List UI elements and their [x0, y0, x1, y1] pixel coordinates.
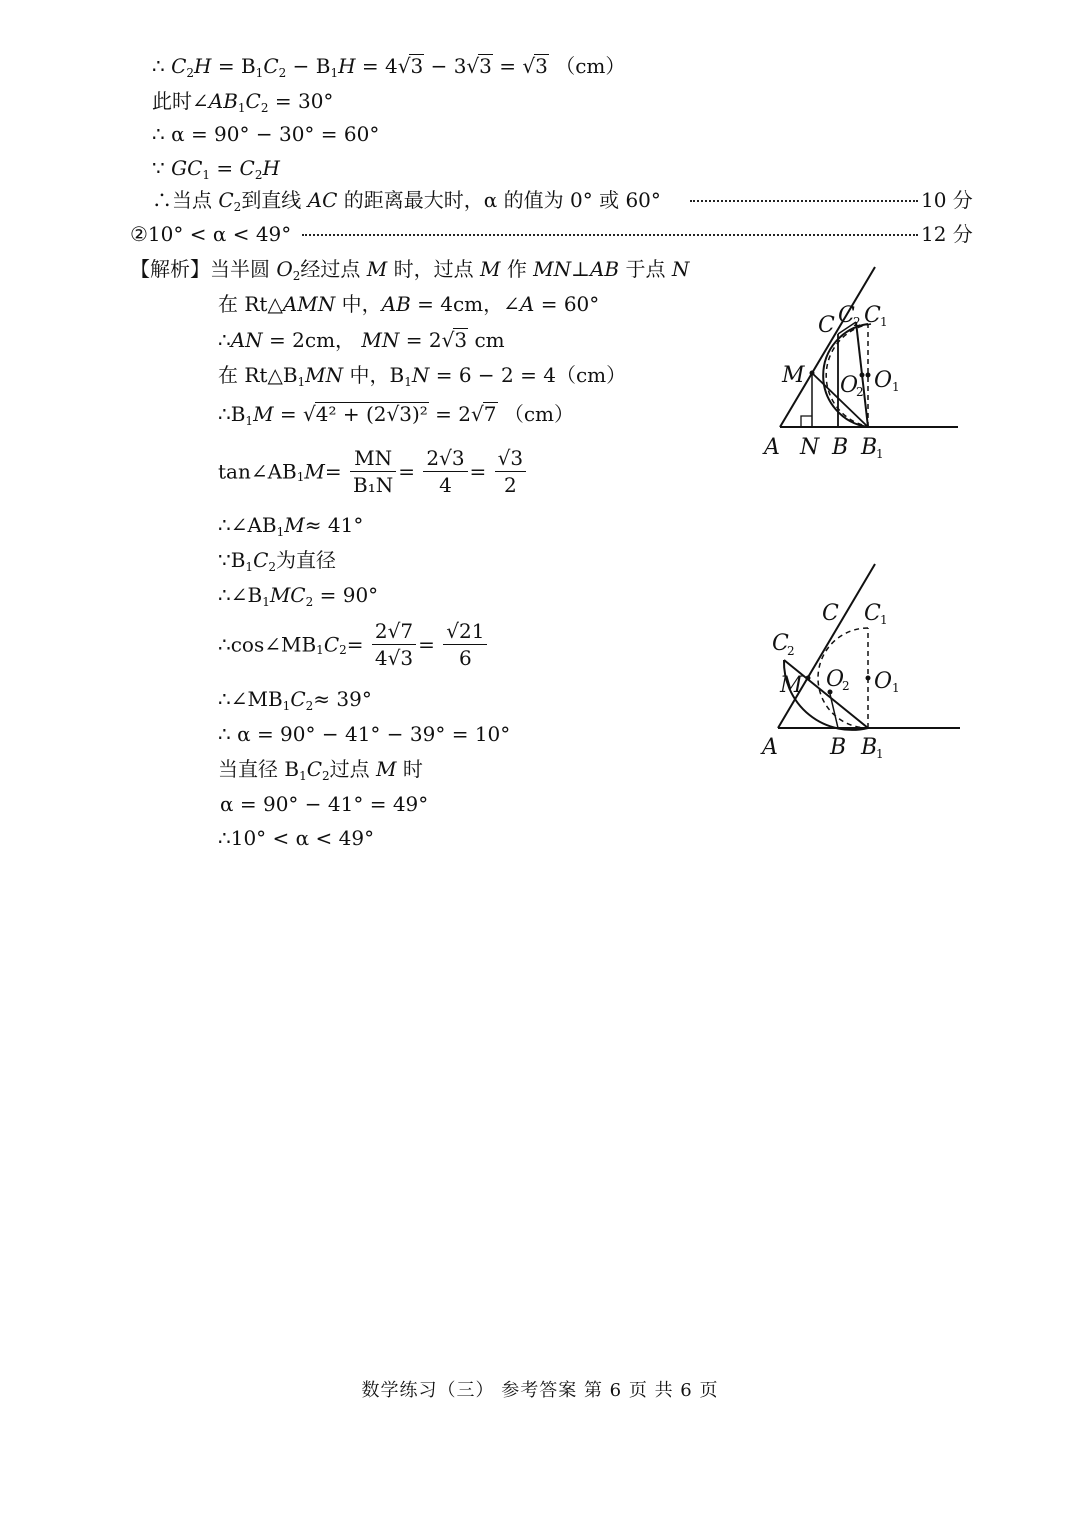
page-footer: 数学练习（三） 参考答案 第 6 页 共 6 页 [361, 1380, 719, 1401]
therefore-symbol: ∴ [152, 54, 165, 78]
label-c1-sub: 1 [880, 613, 888, 627]
segment-b-o2 [830, 694, 838, 728]
label-m: M [782, 363, 805, 388]
label-b1: B [861, 435, 878, 460]
label-o2-sub: 2 [856, 385, 864, 399]
line-16: $\therefore\cos\angle MB_1C_2=$ $\frac{2√7}{4√3}$ = $\frac{√21}{6}$ [218, 618, 489, 676]
label-c1: C [864, 303, 881, 328]
label-b1-sub: 1 [876, 747, 884, 761]
fraction-root21-6: $\frac{√21}{6}$ [443, 618, 487, 671]
line-10: 在 $Rt\triangle B_1MN$ 中，$B_1N = 6 - 2 = 4(cm)$ [218, 363, 627, 389]
label-o1-sub: 1 [892, 380, 900, 394]
line-4: ∵ $GC_1 = C_2H$ [152, 156, 280, 182]
label-c2-sub: 2 [853, 315, 861, 329]
label-o1: O [874, 669, 893, 694]
line-6: ②10° < α < 49° [130, 222, 292, 246]
fraction-root3-2: $\frac{√3}{2}$ [495, 445, 526, 498]
line-3: ∴ α = 90° − 30° = 60° [152, 122, 380, 146]
line-18: ∴ α = 90° − 41° − 39° = 10° [218, 722, 511, 746]
line-14: $\because B_1C_2$为直径 [218, 548, 337, 574]
score-10: 10 分 [921, 188, 973, 212]
label-o1-sub: 1 [892, 681, 900, 695]
label-a: A [762, 735, 778, 760]
line-11: $\therefore B_1M = √4^2 + (2√3)^2 = 2√7$ （cm） [218, 402, 575, 428]
line-19: 当直径 $B_1C_2$过点 M 时 [218, 757, 423, 783]
label-c: C [822, 601, 839, 626]
point-o1 [866, 373, 871, 378]
label-c2-sub: 2 [787, 644, 795, 658]
line-2: 此时$\angle AB_1C_2 = 30^\circ$ [152, 89, 334, 115]
line-21: ∴10° < α < 49° [218, 826, 375, 850]
label-o1: O [874, 368, 893, 393]
leader-dots-1 [690, 200, 918, 202]
geometry-figure-2 [760, 562, 970, 772]
label-c2: C [838, 303, 855, 328]
line-13: $\therefore\angle AB_1M\approx 41^\circ$ [218, 513, 364, 539]
analysis-tag: 【解析】 [130, 257, 210, 281]
point-o1 [866, 676, 871, 681]
label-m: M [780, 673, 803, 698]
point-m [810, 371, 815, 376]
label-o2: O [840, 373, 859, 398]
right-angle-mark [801, 416, 812, 427]
line-20: α = 90° − 41° = 49° [220, 792, 429, 816]
line-5: ∴当点 $C_2$到直线 AC 的距离最大时，α 的值为 0° 或 60° [152, 188, 661, 214]
score-12: 12 分 [921, 222, 973, 246]
leader-dots-2 [302, 234, 918, 236]
label-o2-sub: 2 [842, 679, 850, 693]
label-a: A [764, 435, 780, 460]
label-c1-sub: 1 [880, 315, 888, 329]
point-o2 [860, 373, 865, 378]
label-b: B [830, 735, 847, 760]
label-c: C [818, 313, 835, 338]
point-m [806, 676, 811, 681]
label-c2: C [772, 631, 789, 656]
fraction-mn-b1n: $\frac{MN}{\text{B₁N}}$ [350, 445, 396, 498]
label-n: N [800, 435, 820, 460]
ray-ac [780, 267, 875, 427]
line-1: ∴ $C_2H = B_1C_2 - B_1H = 4√3 - 3√3 = √3$ （cm） [152, 54, 626, 80]
label-b1-sub: 1 [876, 447, 884, 461]
line-12: $\tan\angle AB_1M=$ $\frac{MN}{\text{B₁N}}$ = $\frac{2√3}{4}$ = $\frac{√3}{2}$ [218, 445, 528, 503]
label-c1: C [864, 601, 881, 626]
label-b: B [832, 435, 849, 460]
fraction-2root7-4root3: $\frac{2√7}{4√3}$ [372, 618, 416, 671]
geometry-figure-1 [760, 262, 970, 467]
line-7: 【解析】当半圆 $O_2$经过点 M 时，过点 M 作 MN⊥AB 于点 N [130, 257, 690, 283]
label-b1: B [861, 735, 878, 760]
line-17: $\therefore\angle MB_1C_2\approx 39^\circ$ [218, 687, 372, 713]
label-o2: O [826, 667, 845, 692]
line-9: ∴AN = 2cm， MN = 2√3 cm [218, 328, 505, 352]
fraction-2root3-4: $\frac{2√3}{4}$ [423, 445, 467, 498]
line-8: 在 Rt△AMN 中，AB = 4cm，∠A = 60° [218, 292, 600, 316]
line-15: $\therefore\angle B_1MC_2 = 90^\circ$ [218, 583, 379, 609]
